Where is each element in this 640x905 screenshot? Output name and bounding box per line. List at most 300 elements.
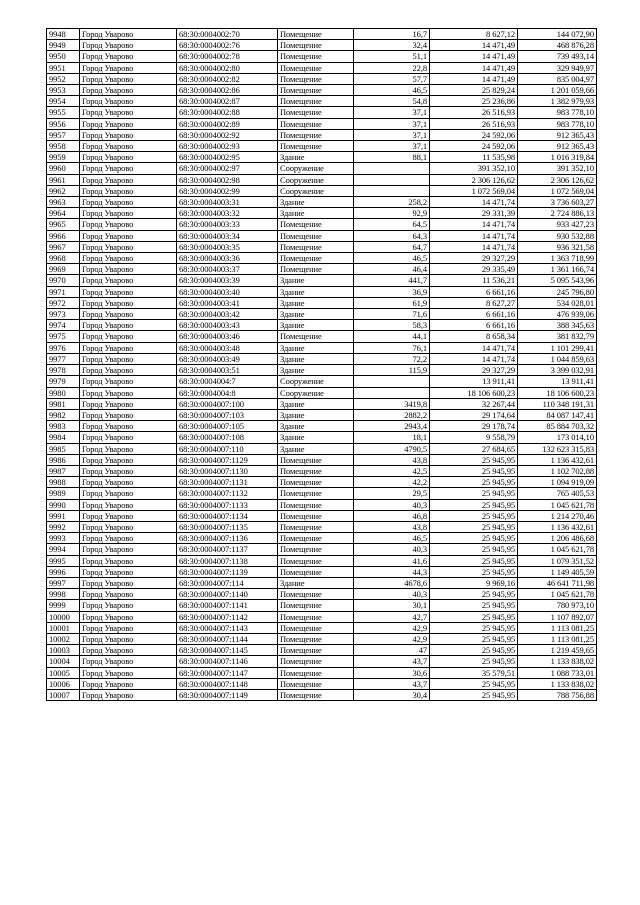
table-row [47, 454, 597, 465]
table-row [47, 62, 597, 73]
cadastral-value-cell: 2 724 886,13 [518, 208, 597, 219]
cadastral-number-cell: 68:30:0004003:48 [177, 342, 278, 353]
cadastral-number-cell: 68:30:0004003:40 [177, 286, 278, 297]
area-cell: 72,2 [354, 353, 430, 364]
table-row [47, 241, 597, 252]
row-number-cell: 9969 [47, 264, 80, 275]
cadastral-value-cell: 1 201 059,66 [518, 85, 597, 96]
object-type-cell: Помещение [278, 465, 354, 476]
cadastral-value-cell: 2 306 126,62 [518, 174, 597, 185]
area-cell: 88,1 [354, 152, 430, 163]
cadastral-number-cell: 68:30:0004007:1139 [177, 566, 278, 577]
object-type-cell: Помещение [278, 454, 354, 465]
area-cell: 64,5 [354, 219, 430, 230]
specific-value-cell: 25 945,95 [430, 689, 518, 700]
area-cell: 58,3 [354, 320, 430, 331]
area-cell [354, 174, 430, 185]
municipality-cell: Город Уварово [80, 96, 177, 107]
row-number-cell: 9958 [47, 141, 80, 152]
object-type-cell: Помещение [278, 29, 354, 40]
municipality-cell: Город Уварово [80, 454, 177, 465]
specific-value-cell: 25 945,95 [430, 678, 518, 689]
row-number-cell: 10001 [47, 622, 80, 633]
cadastral-value-cell: 1 094 919,09 [518, 477, 597, 488]
specific-value-cell: 25 945,95 [430, 510, 518, 521]
object-type-cell: Здание [278, 398, 354, 409]
municipality-cell: Город Уварово [80, 152, 177, 163]
cadastral-number-cell: 68:30:0004007:114 [177, 577, 278, 588]
row-number-cell: 9977 [47, 353, 80, 364]
municipality-cell: Город Уварово [80, 387, 177, 398]
cadastral-number-cell: 68:30:0004002:95 [177, 152, 278, 163]
object-type-cell: Помещение [278, 241, 354, 252]
cadastral-value-cell: 1 045 621,78 [518, 589, 597, 600]
specific-value-cell: 29 174,64 [430, 409, 518, 420]
municipality-cell: Город Уварово [80, 353, 177, 364]
table-row [47, 678, 597, 689]
table-row [47, 163, 597, 174]
cadastral-number-cell: 68:30:0004004:7 [177, 376, 278, 387]
object-type-cell: Помещение [278, 633, 354, 644]
municipality-cell: Город Уварово [80, 342, 177, 353]
row-number-cell: 9994 [47, 544, 80, 555]
cadastral-value-cell: 110 348 191,31 [518, 398, 597, 409]
table-body [47, 29, 597, 701]
cadastral-number-cell: 68:30:0004007:1141 [177, 600, 278, 611]
specific-value-cell: 25 945,95 [430, 454, 518, 465]
specific-value-cell: 25 945,95 [430, 589, 518, 600]
specific-value-cell: 25 945,95 [430, 521, 518, 532]
cadastral-number-cell: 68:30:0004007:100 [177, 398, 278, 409]
table-row [47, 499, 597, 510]
table-row [47, 297, 597, 308]
row-number-cell: 9953 [47, 85, 80, 96]
municipality-cell: Город Уварово [80, 555, 177, 566]
object-type-cell: Помещение [278, 622, 354, 633]
cadastral-value-cell: 912 365,43 [518, 141, 597, 152]
specific-value-cell: 6 661,16 [430, 320, 518, 331]
cadastral-number-cell: 68:30:0004007:1131 [177, 477, 278, 488]
municipality-cell: Город Уварово [80, 398, 177, 409]
cadastral-number-cell: 68:30:0004003:51 [177, 365, 278, 376]
municipality-cell: Город Уварово [80, 275, 177, 286]
row-number-cell: 9956 [47, 118, 80, 129]
area-cell: 37,1 [354, 129, 430, 140]
specific-value-cell: 29 331,39 [430, 208, 518, 219]
table-row [47, 129, 597, 140]
table-row [47, 633, 597, 644]
object-type-cell: Здание [278, 208, 354, 219]
row-number-cell: 9986 [47, 454, 80, 465]
area-cell: 32,4 [354, 40, 430, 51]
area-cell: 44,3 [354, 566, 430, 577]
specific-value-cell: 25 945,95 [430, 611, 518, 622]
object-type-cell: Здание [278, 353, 354, 364]
object-type-cell: Здание [278, 409, 354, 420]
row-number-cell: 9993 [47, 533, 80, 544]
cadastral-value-cell: 835 004,97 [518, 73, 597, 84]
municipality-cell: Город Уварово [80, 465, 177, 476]
row-number-cell: 9948 [47, 29, 80, 40]
row-number-cell: 9973 [47, 309, 80, 320]
object-type-cell: Помещение [278, 230, 354, 241]
specific-value-cell: 25 236,86 [430, 96, 518, 107]
area-cell: 37,1 [354, 107, 430, 118]
specific-value-cell: 391 352,10 [430, 163, 518, 174]
table-row [47, 577, 597, 588]
cadastral-value-cell: 1 361 166,74 [518, 264, 597, 275]
object-type-cell: Помещение [278, 600, 354, 611]
row-number-cell: 9964 [47, 208, 80, 219]
specific-value-cell: 29 327,29 [430, 253, 518, 264]
object-type-cell: Помещение [278, 73, 354, 84]
object-type-cell: Здание [278, 197, 354, 208]
row-number-cell: 9989 [47, 488, 80, 499]
cadastral-value-cell: 1 149 405,59 [518, 566, 597, 577]
area-cell: 40,3 [354, 544, 430, 555]
cadastral-number-cell: 68:30:0004007:1138 [177, 555, 278, 566]
specific-value-cell: 25 945,95 [430, 544, 518, 555]
cadastral-value-cell: 1 079 351,52 [518, 555, 597, 566]
area-cell: 42,7 [354, 611, 430, 622]
area-cell: 46,5 [354, 85, 430, 96]
specific-value-cell: 8 627,27 [430, 297, 518, 308]
table-row [47, 353, 597, 364]
specific-value-cell: 13 911,41 [430, 376, 518, 387]
area-cell: 4678,6 [354, 577, 430, 588]
object-type-cell: Помещение [278, 85, 354, 96]
specific-value-cell: 25 945,95 [430, 465, 518, 476]
cadastral-value-cell: 3 399 032,91 [518, 365, 597, 376]
table-row [47, 152, 597, 163]
area-cell: 2882,2 [354, 409, 430, 420]
table-row [47, 107, 597, 118]
object-type-cell: Помещение [278, 331, 354, 342]
specific-value-cell: 6 661,16 [430, 309, 518, 320]
municipality-cell: Город Уварово [80, 286, 177, 297]
object-type-cell: Помещение [278, 678, 354, 689]
table-row [47, 689, 597, 700]
table-row [47, 286, 597, 297]
specific-value-cell: 14 471,74 [430, 342, 518, 353]
area-cell: 18,1 [354, 432, 430, 443]
cadastral-number-cell: 68:30:0004002:93 [177, 141, 278, 152]
specific-value-cell: 14 471,49 [430, 51, 518, 62]
row-number-cell: 9966 [47, 230, 80, 241]
area-cell: 30,1 [354, 600, 430, 611]
cadastral-value-cell: 1 102 702,88 [518, 465, 597, 476]
municipality-cell: Город Уварово [80, 667, 177, 678]
object-type-cell: Здание [278, 297, 354, 308]
object-type-cell: Помещение [278, 645, 354, 656]
row-number-cell: 10005 [47, 667, 80, 678]
object-type-cell: Помещение [278, 555, 354, 566]
cadastral-number-cell: 68:30:0004007:108 [177, 432, 278, 443]
cadastral-number-cell: 68:30:0004003:49 [177, 353, 278, 364]
row-number-cell: 9988 [47, 477, 80, 488]
area-cell: 46,5 [354, 533, 430, 544]
area-cell: 46,4 [354, 264, 430, 275]
row-number-cell: 9982 [47, 409, 80, 420]
row-number-cell: 9976 [47, 342, 80, 353]
cadastral-value-cell: 1 101 299,41 [518, 342, 597, 353]
table-row [47, 645, 597, 656]
cadastral-number-cell: 68:30:0004003:33 [177, 219, 278, 230]
municipality-cell: Город Уварово [80, 443, 177, 454]
object-type-cell: Здание [278, 309, 354, 320]
specific-value-cell: 29 178,74 [430, 421, 518, 432]
table-row [47, 387, 597, 398]
area-cell: 42,2 [354, 477, 430, 488]
table-row [47, 521, 597, 532]
object-type-cell: Помещение [278, 521, 354, 532]
area-cell: 258,2 [354, 197, 430, 208]
object-type-cell: Помещение [278, 656, 354, 667]
row-number-cell: 9984 [47, 432, 80, 443]
cadastral-value-cell: 1 382 979,93 [518, 96, 597, 107]
cadastral-value-cell: 84 087 147,41 [518, 409, 597, 420]
row-number-cell: 9983 [47, 421, 80, 432]
specific-value-cell: 11 535,98 [430, 152, 518, 163]
table-row [47, 174, 597, 185]
cadastral-number-cell: 68:30:0004002:86 [177, 85, 278, 96]
object-type-cell: Помещение [278, 689, 354, 700]
municipality-cell: Город Уварово [80, 499, 177, 510]
table-row [47, 51, 597, 62]
row-number-cell: 9971 [47, 286, 80, 297]
area-cell: 22,8 [354, 62, 430, 73]
row-number-cell: 9980 [47, 387, 80, 398]
table-row [47, 264, 597, 275]
object-type-cell: Сооружение [278, 185, 354, 196]
row-number-cell: 9972 [47, 297, 80, 308]
cadastral-number-cell: 68:30:0004007:1130 [177, 465, 278, 476]
municipality-cell: Город Уварово [80, 365, 177, 376]
cadastral-number-cell: 68:30:0004003:36 [177, 253, 278, 264]
cadastral-number-cell: 68:30:0004003:34 [177, 230, 278, 241]
table-row [47, 555, 597, 566]
area-cell: 42,5 [354, 465, 430, 476]
cadastral-number-cell: 68:30:0004003:31 [177, 197, 278, 208]
cadastral-value-cell: 13 911,41 [518, 376, 597, 387]
object-type-cell: Помещение [278, 611, 354, 622]
municipality-cell: Город Уварово [80, 432, 177, 443]
row-number-cell: 9965 [47, 219, 80, 230]
row-number-cell: 9949 [47, 40, 80, 51]
specific-value-cell: 24 592,06 [430, 141, 518, 152]
cadastral-value-cell: 329 949,97 [518, 62, 597, 73]
table-row [47, 219, 597, 230]
row-number-cell: 9968 [47, 253, 80, 264]
municipality-cell: Город Уварово [80, 477, 177, 488]
cadastral-number-cell: 68:30:0004002:82 [177, 73, 278, 84]
cadastral-number-cell: 68:30:0004002:92 [177, 129, 278, 140]
municipality-cell: Город Уварово [80, 241, 177, 252]
table-row [47, 320, 597, 331]
object-type-cell: Помещение [278, 488, 354, 499]
table-row [47, 432, 597, 443]
specific-value-cell: 9 969,16 [430, 577, 518, 588]
cadastral-value-cell: 476 939,06 [518, 309, 597, 320]
table-row [47, 141, 597, 152]
table-row [47, 566, 597, 577]
row-number-cell: 9991 [47, 510, 80, 521]
cadastral-value-cell: 1 136 432,61 [518, 454, 597, 465]
specific-value-cell: 25 945,95 [430, 533, 518, 544]
cadastral-value-cell: 18 106 600,23 [518, 387, 597, 398]
specific-value-cell: 25 829,24 [430, 85, 518, 96]
row-number-cell: 9951 [47, 62, 80, 73]
specific-value-cell: 14 471,74 [430, 353, 518, 364]
cadastral-value-cell: 1 044 859,63 [518, 353, 597, 364]
table-row [47, 611, 597, 622]
row-number-cell: 10007 [47, 689, 80, 700]
municipality-cell: Город Уварово [80, 208, 177, 219]
object-type-cell: Помещение [278, 51, 354, 62]
cadastral-value-cell: 5 095 543,96 [518, 275, 597, 286]
cadastral-value-cell: 85 884 703,32 [518, 421, 597, 432]
cadastral-value-cell: 1 045 621,78 [518, 499, 597, 510]
object-type-cell: Помещение [278, 589, 354, 600]
row-number-cell: 9962 [47, 185, 80, 196]
municipality-cell: Город Уварово [80, 264, 177, 275]
table-row [47, 29, 597, 40]
municipality-cell: Город Уварово [80, 51, 177, 62]
specific-value-cell: 29 327,29 [430, 365, 518, 376]
cadastral-number-cell: 68:30:0004007:1143 [177, 622, 278, 633]
area-cell [354, 185, 430, 196]
specific-value-cell: 25 945,95 [430, 566, 518, 577]
object-type-cell: Сооружение [278, 387, 354, 398]
object-type-cell: Сооружение [278, 174, 354, 185]
cadastral-value-cell: 765 405,53 [518, 488, 597, 499]
row-number-cell: 9995 [47, 555, 80, 566]
row-number-cell: 9960 [47, 163, 80, 174]
cadastral-value-cell: 1 214 270,46 [518, 510, 597, 521]
area-cell: 36,9 [354, 286, 430, 297]
area-cell: 44,1 [354, 331, 430, 342]
object-type-cell: Здание [278, 432, 354, 443]
table-row [47, 488, 597, 499]
table-row [47, 589, 597, 600]
cadastral-number-cell: 68:30:0004007:1135 [177, 521, 278, 532]
municipality-cell: Город Уварово [80, 376, 177, 387]
area-cell: 46,5 [354, 253, 430, 264]
table-row [47, 197, 597, 208]
cadastral-number-cell: 68:30:0004007:1132 [177, 488, 278, 499]
specific-value-cell: 9 558,79 [430, 432, 518, 443]
table-row [47, 533, 597, 544]
municipality-cell: Город Уварово [80, 309, 177, 320]
cadastral-number-cell: 68:30:0004007:105 [177, 421, 278, 432]
specific-value-cell: 8 658,34 [430, 331, 518, 342]
specific-value-cell: 14 471,49 [430, 73, 518, 84]
municipality-cell: Город Уварово [80, 645, 177, 656]
cadastral-number-cell: 68:30:0004007:1148 [177, 678, 278, 689]
area-cell: 4790,5 [354, 443, 430, 454]
cadastral-value-cell: 1 072 569,04 [518, 185, 597, 196]
table-row [47, 477, 597, 488]
table-row [47, 230, 597, 241]
cadastral-value-cell: 1 088 733,01 [518, 667, 597, 678]
cadastral-value-cell: 1 136 432,61 [518, 521, 597, 532]
object-type-cell: Помещение [278, 499, 354, 510]
object-type-cell: Здание [278, 275, 354, 286]
object-type-cell: Сооружение [278, 163, 354, 174]
area-cell: 57,7 [354, 73, 430, 84]
cadastral-number-cell: 68:30:0004002:99 [177, 185, 278, 196]
specific-value-cell: 1 072 569,04 [430, 185, 518, 196]
specific-value-cell: 27 684,65 [430, 443, 518, 454]
table-row [47, 421, 597, 432]
area-cell [354, 376, 430, 387]
area-cell: 41,6 [354, 555, 430, 566]
table-row [47, 622, 597, 633]
object-type-cell: Помещение [278, 96, 354, 107]
object-type-cell: Здание [278, 152, 354, 163]
cadastral-number-cell: 68:30:0004003:42 [177, 309, 278, 320]
area-cell: 71,6 [354, 309, 430, 320]
table-row [47, 331, 597, 342]
area-cell: 43,8 [354, 454, 430, 465]
area-cell: 43,7 [354, 656, 430, 667]
cadastral-value-cell: 534 028,01 [518, 297, 597, 308]
object-type-cell: Помещение [278, 219, 354, 230]
specific-value-cell: 14 471,74 [430, 219, 518, 230]
row-number-cell: 9959 [47, 152, 80, 163]
row-number-cell: 9963 [47, 197, 80, 208]
area-cell: 3419,8 [354, 398, 430, 409]
row-number-cell: 9985 [47, 443, 80, 454]
row-number-cell: 9955 [47, 107, 80, 118]
area-cell: 30,4 [354, 689, 430, 700]
area-cell: 40,3 [354, 499, 430, 510]
cadastral-number-cell: 68:30:0004002:88 [177, 107, 278, 118]
cadastral-value-cell: 391 352,10 [518, 163, 597, 174]
municipality-cell: Город Уварово [80, 85, 177, 96]
municipality-cell: Город Уварово [80, 331, 177, 342]
row-number-cell: 9978 [47, 365, 80, 376]
cadastral-number-cell: 68:30:0004003:41 [177, 297, 278, 308]
municipality-cell: Город Уварово [80, 297, 177, 308]
row-number-cell: 9957 [47, 129, 80, 140]
table-row [47, 85, 597, 96]
specific-value-cell: 35 579,51 [430, 667, 518, 678]
municipality-cell: Город Уварово [80, 611, 177, 622]
cadastral-value-cell: 1 363 718,99 [518, 253, 597, 264]
cadastral-number-cell: 68:30:0004003:46 [177, 331, 278, 342]
specific-value-cell: 25 945,95 [430, 645, 518, 656]
municipality-cell: Город Уварово [80, 62, 177, 73]
object-type-cell: Помещение [278, 141, 354, 152]
area-cell: 64,7 [354, 241, 430, 252]
municipality-cell: Город Уварово [80, 656, 177, 667]
cadastral-value-cell: 912 365,43 [518, 129, 597, 140]
table-row [47, 656, 597, 667]
cadastral-number-cell: 68:30:0004002:76 [177, 40, 278, 51]
municipality-cell: Город Уварово [80, 29, 177, 40]
row-number-cell: 9997 [47, 577, 80, 588]
area-cell: 92,9 [354, 208, 430, 219]
municipality-cell: Город Уварово [80, 421, 177, 432]
municipality-cell: Город Уварово [80, 689, 177, 700]
area-cell: 64,3 [354, 230, 430, 241]
table-row [47, 443, 597, 454]
table-row [47, 365, 597, 376]
cadastral-value-cell: 132 623 315,83 [518, 443, 597, 454]
area-cell: 37,1 [354, 141, 430, 152]
object-type-cell: Помещение [278, 40, 354, 51]
